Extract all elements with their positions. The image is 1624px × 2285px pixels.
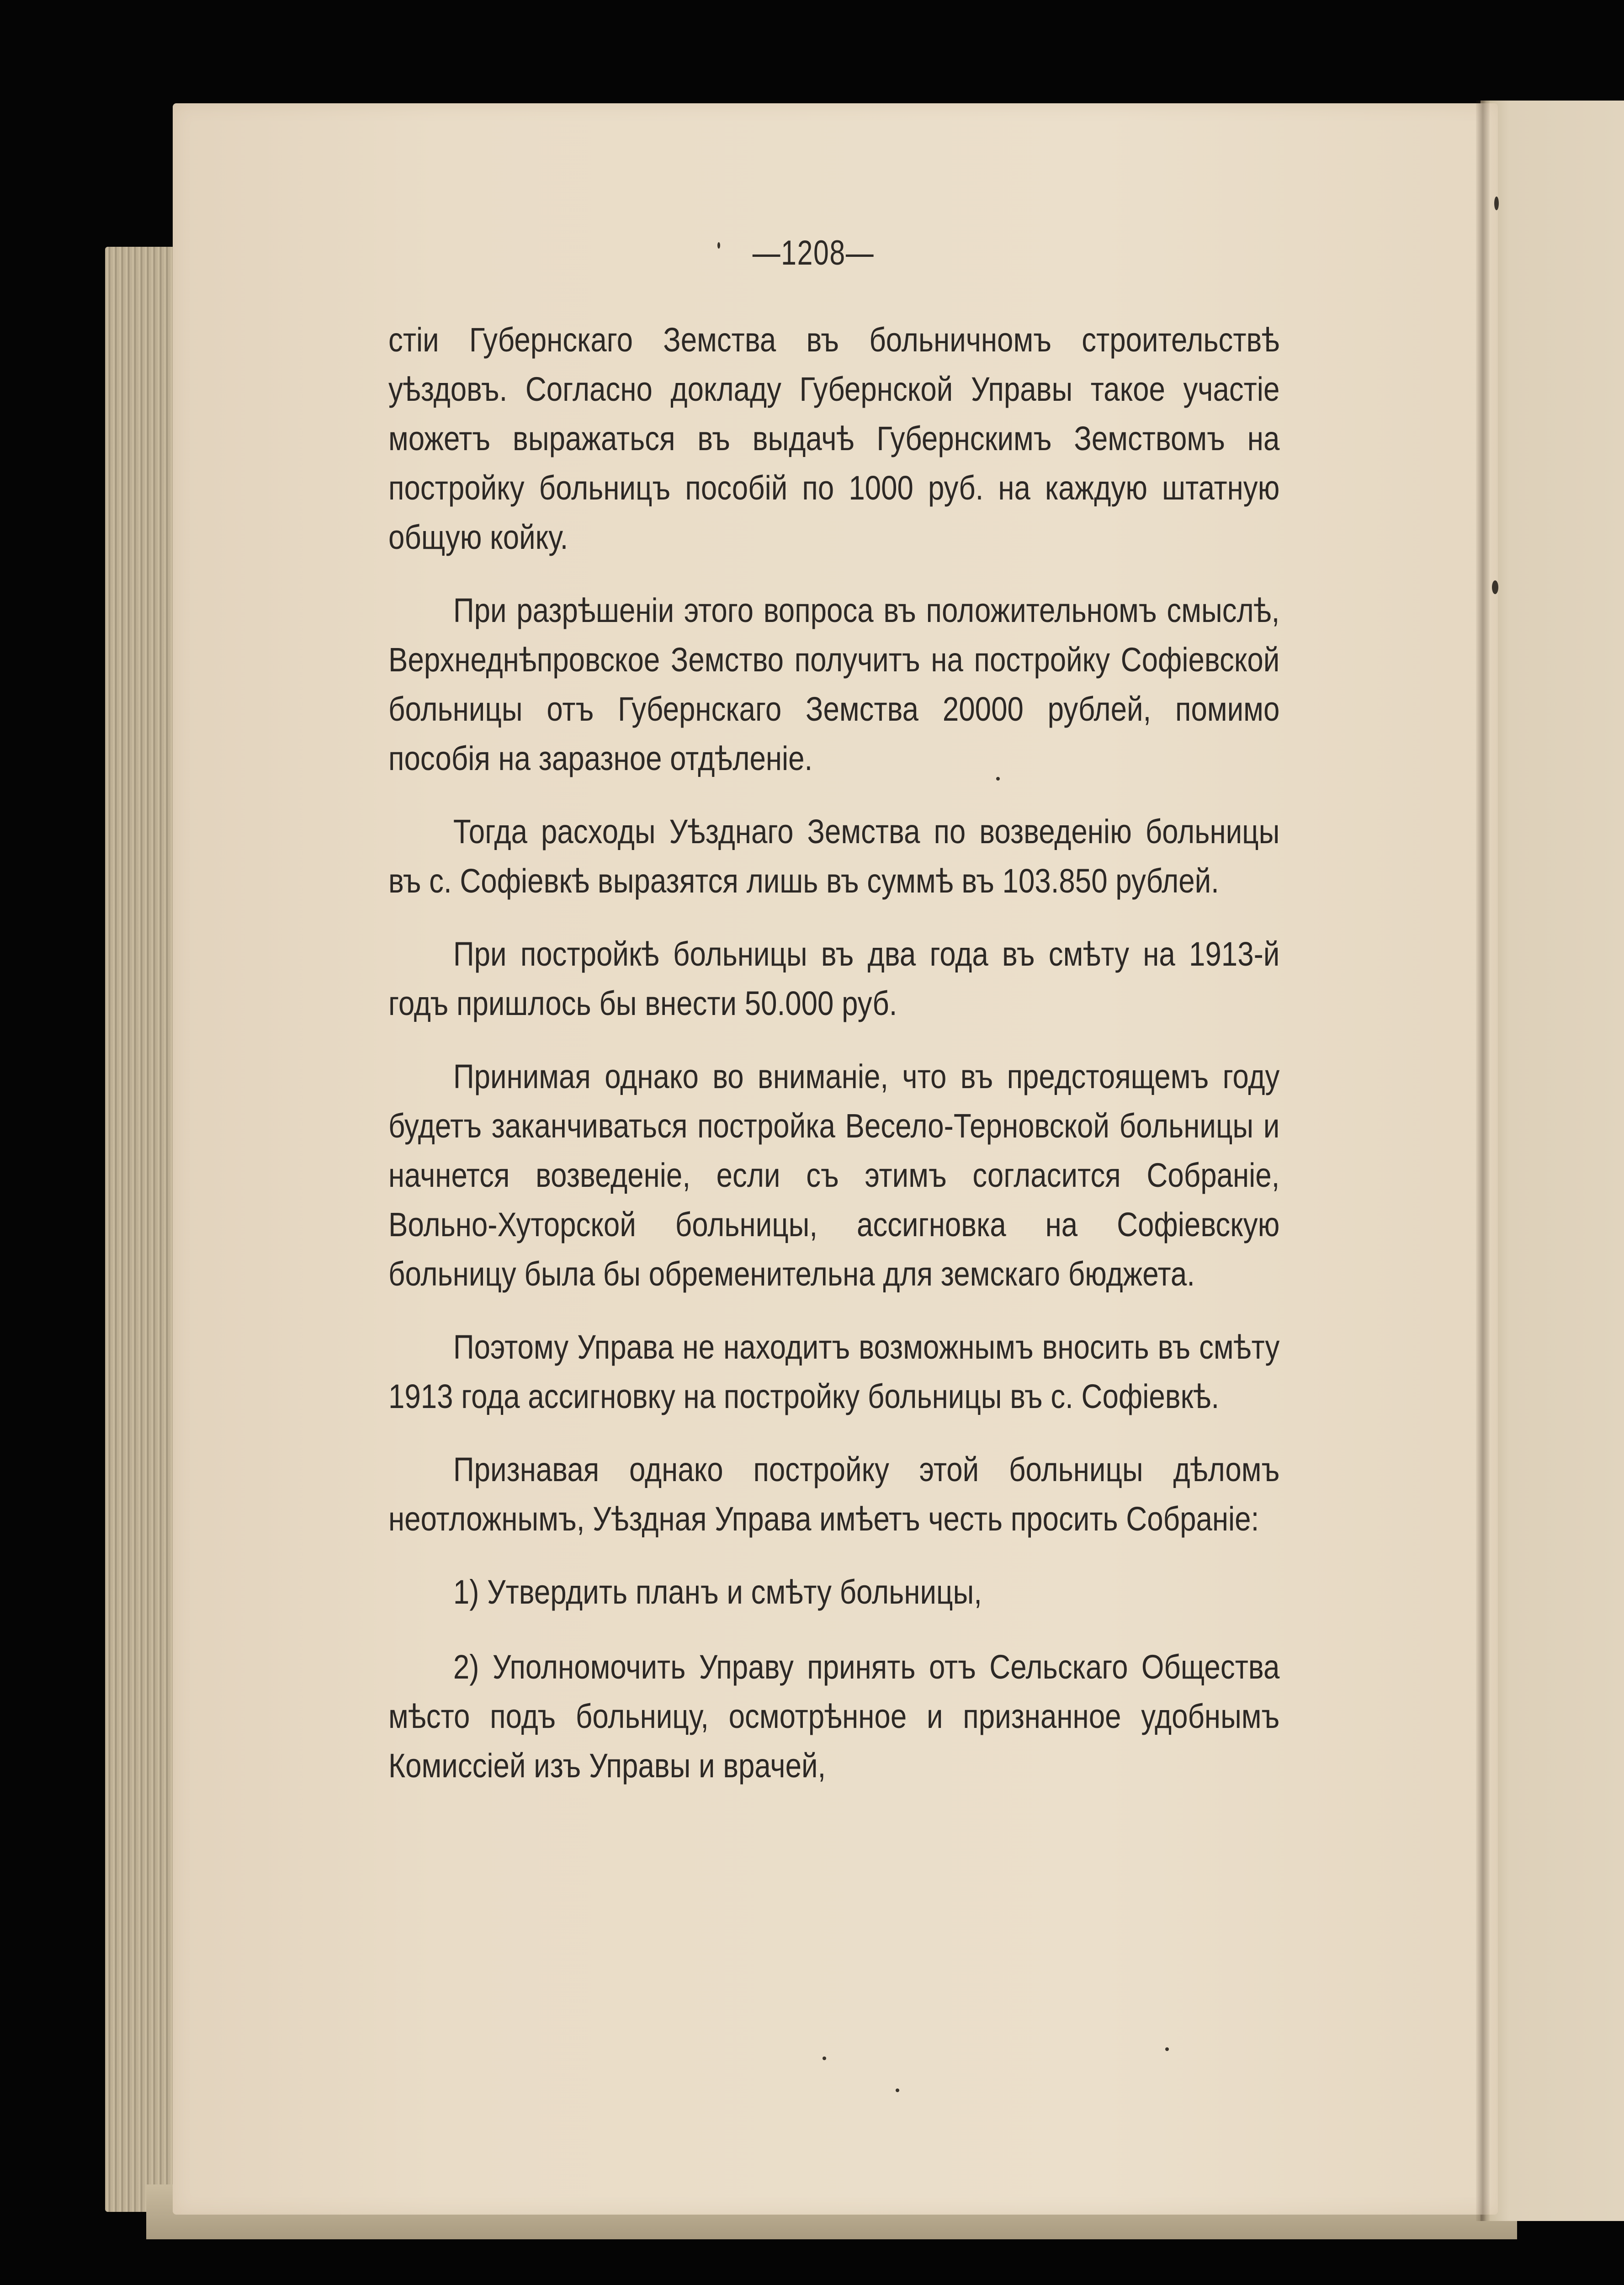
paragraph-1: стіи Губернскаго Земства въ больничномъ строительствѣ уѣздовъ. Согласно докладу Губернской Управы такое участіе можетъ выражаться въ выдачѣ Губернскимъ Земствомъ на постройку больницъ пособій по 1000 руб. на каждую штатную общую койку. bbox=[388, 321, 1280, 556]
ink-speck bbox=[1492, 580, 1498, 594]
paragraph-3: Тогда расходы Уѣзднаго Земства по возведенію больницы въ с. Софіевкѣ выразятся лишь въ суммѣ въ 103.850 рублей. bbox=[388, 813, 1280, 900]
paragraph-2: При разрѣшеніи этого вопроса въ положительномъ смыслѣ, Верхнеднѣпровское Земство получитъ на постройку Софіевской больницы отъ Губернскаго Земства 20000 рублей, помимо пособія на заразное отдѣленіе. bbox=[388, 591, 1280, 777]
paragraph-4: При постройкѣ больницы въ два года въ смѣту на 1913-й годъ пришлось бы внести 50.000 руб. bbox=[388, 935, 1280, 1022]
ink-speck bbox=[1494, 197, 1499, 210]
ink-speck bbox=[1165, 2047, 1169, 2051]
paragraph-7: Признавая однако постройку этой больницы дѣломъ неотложнымъ, Уѣздная Управа имѣетъ честь просить Собраніе: bbox=[388, 1451, 1280, 1538]
ink-speck bbox=[717, 242, 720, 249]
paragraph-6: Поэтому Управа не находитъ возможнымъ вносить въ смѣту 1913 года ассигновку на постройку больницы въ с. Софіевкѣ. bbox=[388, 1328, 1280, 1415]
page-number: —1208— bbox=[752, 234, 875, 272]
paragraph-5: Принимая однако во вниманіе, что въ предстоящемъ году будетъ заканчиваться постройка Весело-Терновской больницы и начнется возведеніе, если съ этимъ согласится Собраніе, Вольно-Хуторской больницы, ассигновка на Софіевскую больницу была бы обременительна для земскаго бюджета. bbox=[388, 1057, 1280, 1293]
ink-speck bbox=[823, 2056, 826, 2060]
ink-speck bbox=[996, 777, 1000, 781]
facing-page bbox=[1481, 101, 1624, 2221]
ink-speck bbox=[896, 2088, 899, 2092]
list-item-1: 1) Утвердить планъ и смѣту больницы, bbox=[453, 1573, 982, 1611]
book-gutter bbox=[1476, 101, 1490, 2221]
page-body bbox=[388, 315, 1279, 1816]
list-item-2: 2) Уполномочить Управу принять отъ Сельскаго Общества мѣсто подъ больницу, осмотрѣнное и признанное удобнымъ Комиссіей изъ Управы и врачей, bbox=[388, 1648, 1280, 1785]
